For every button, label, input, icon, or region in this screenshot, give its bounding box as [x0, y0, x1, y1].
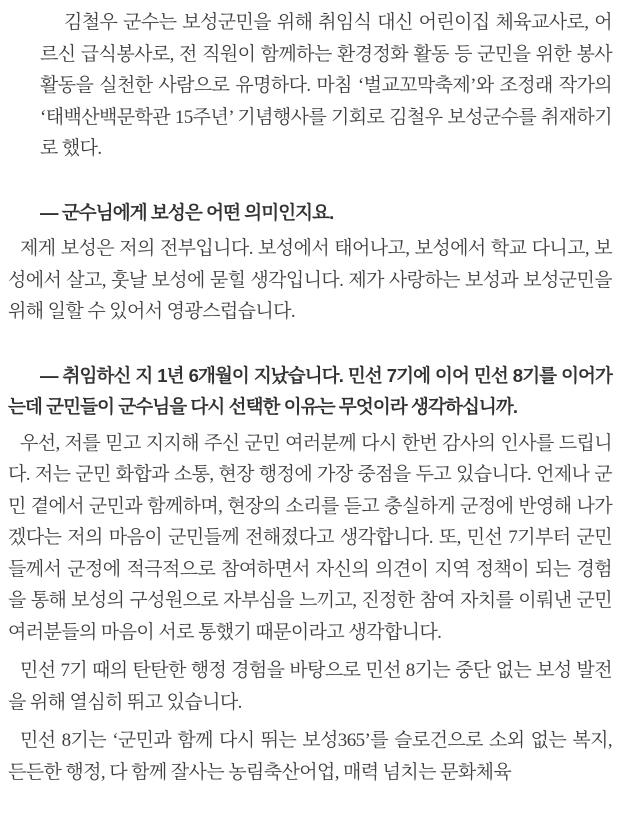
interview-answer-4: 민선 8기는 ‘군민과 함께 다시 뛰는 보성365’를 슬로건으로 소외 없는 복지, 든든한 행정, 다 함께 잘사는 농림축산어업, 매력 넘치는 문화체육	[8, 730, 612, 783]
interview-question-2: — 취임하신 지 1년 6개월이 지났습니다. 민선 7기에 이어 민선 8기를 이어가는데 군민들이 군수님을 다시 선택한 이유는 무엇이라 생각하십니까.	[8, 364, 612, 417]
intro-paragraph: 김철우 군수는 보성군민을 위해 취임식 대신 어린이집 체육교사로, 어르신 급식봉사로, 전 직원이 함께하는 환경정화 활동 등 군민을 위한 봉사활동을 실천한 사람으로 유명하다. 마침 ‘벌교꼬막축제’와 조정래 작가의 ‘태백산백문학관 15주년’ 기념행사를 기회로 김철우 보성군수를 취재하기로 했다.	[40, 12, 612, 159]
interview-answer-2: 우선, 저를 믿고 지지해 주신 군민 여러분께 다시 한번 감사의 인사를 드립니다. 저는 군민 화합과 소통, 현장 행정에 가장 중점을 두고 있습니다. 언제나 군민 곁에서 군민과 함께하며, 현장의 소리를 듣고 충실하게 군정에 반영해 나가겠다는 저의 마음이 군민들께 전해졌다고 생각합니다. 또, 민선 7기부터 군민들께서 군정에 적극적으로 참여하면서 자신의 의견이 지역 정책이 되는 경험을 통해 보성의 구성원으로 자부심을 느끼고, 진정한 참여 자치를 이뤄낸 군민 여러분들의 마음이 서로 통했기 때문이라고 생각합니다.	[8, 432, 613, 643]
interview-answer-1: 제게 보성은 저의 전부입니다. 보성에서 태어나고, 보성에서 학교 다니고, 보성에서 살고, 훗날 보성에 묻힐 생각입니다. 제가 사랑하는 보성과 보성군민을 위해 일할 수 있어서 영광스럽습니다.	[8, 238, 612, 322]
interview-answer-3: 민선 7기 때의 탄탄한 행정 경험을 바탕으로 민선 8기는 중단 없는 보성 발전을 위해 열심히 뛰고 있습니다.	[8, 660, 612, 713]
interview-question-1: — 군수님에게 보성은 어떤 의미인지요.	[40, 201, 334, 223]
